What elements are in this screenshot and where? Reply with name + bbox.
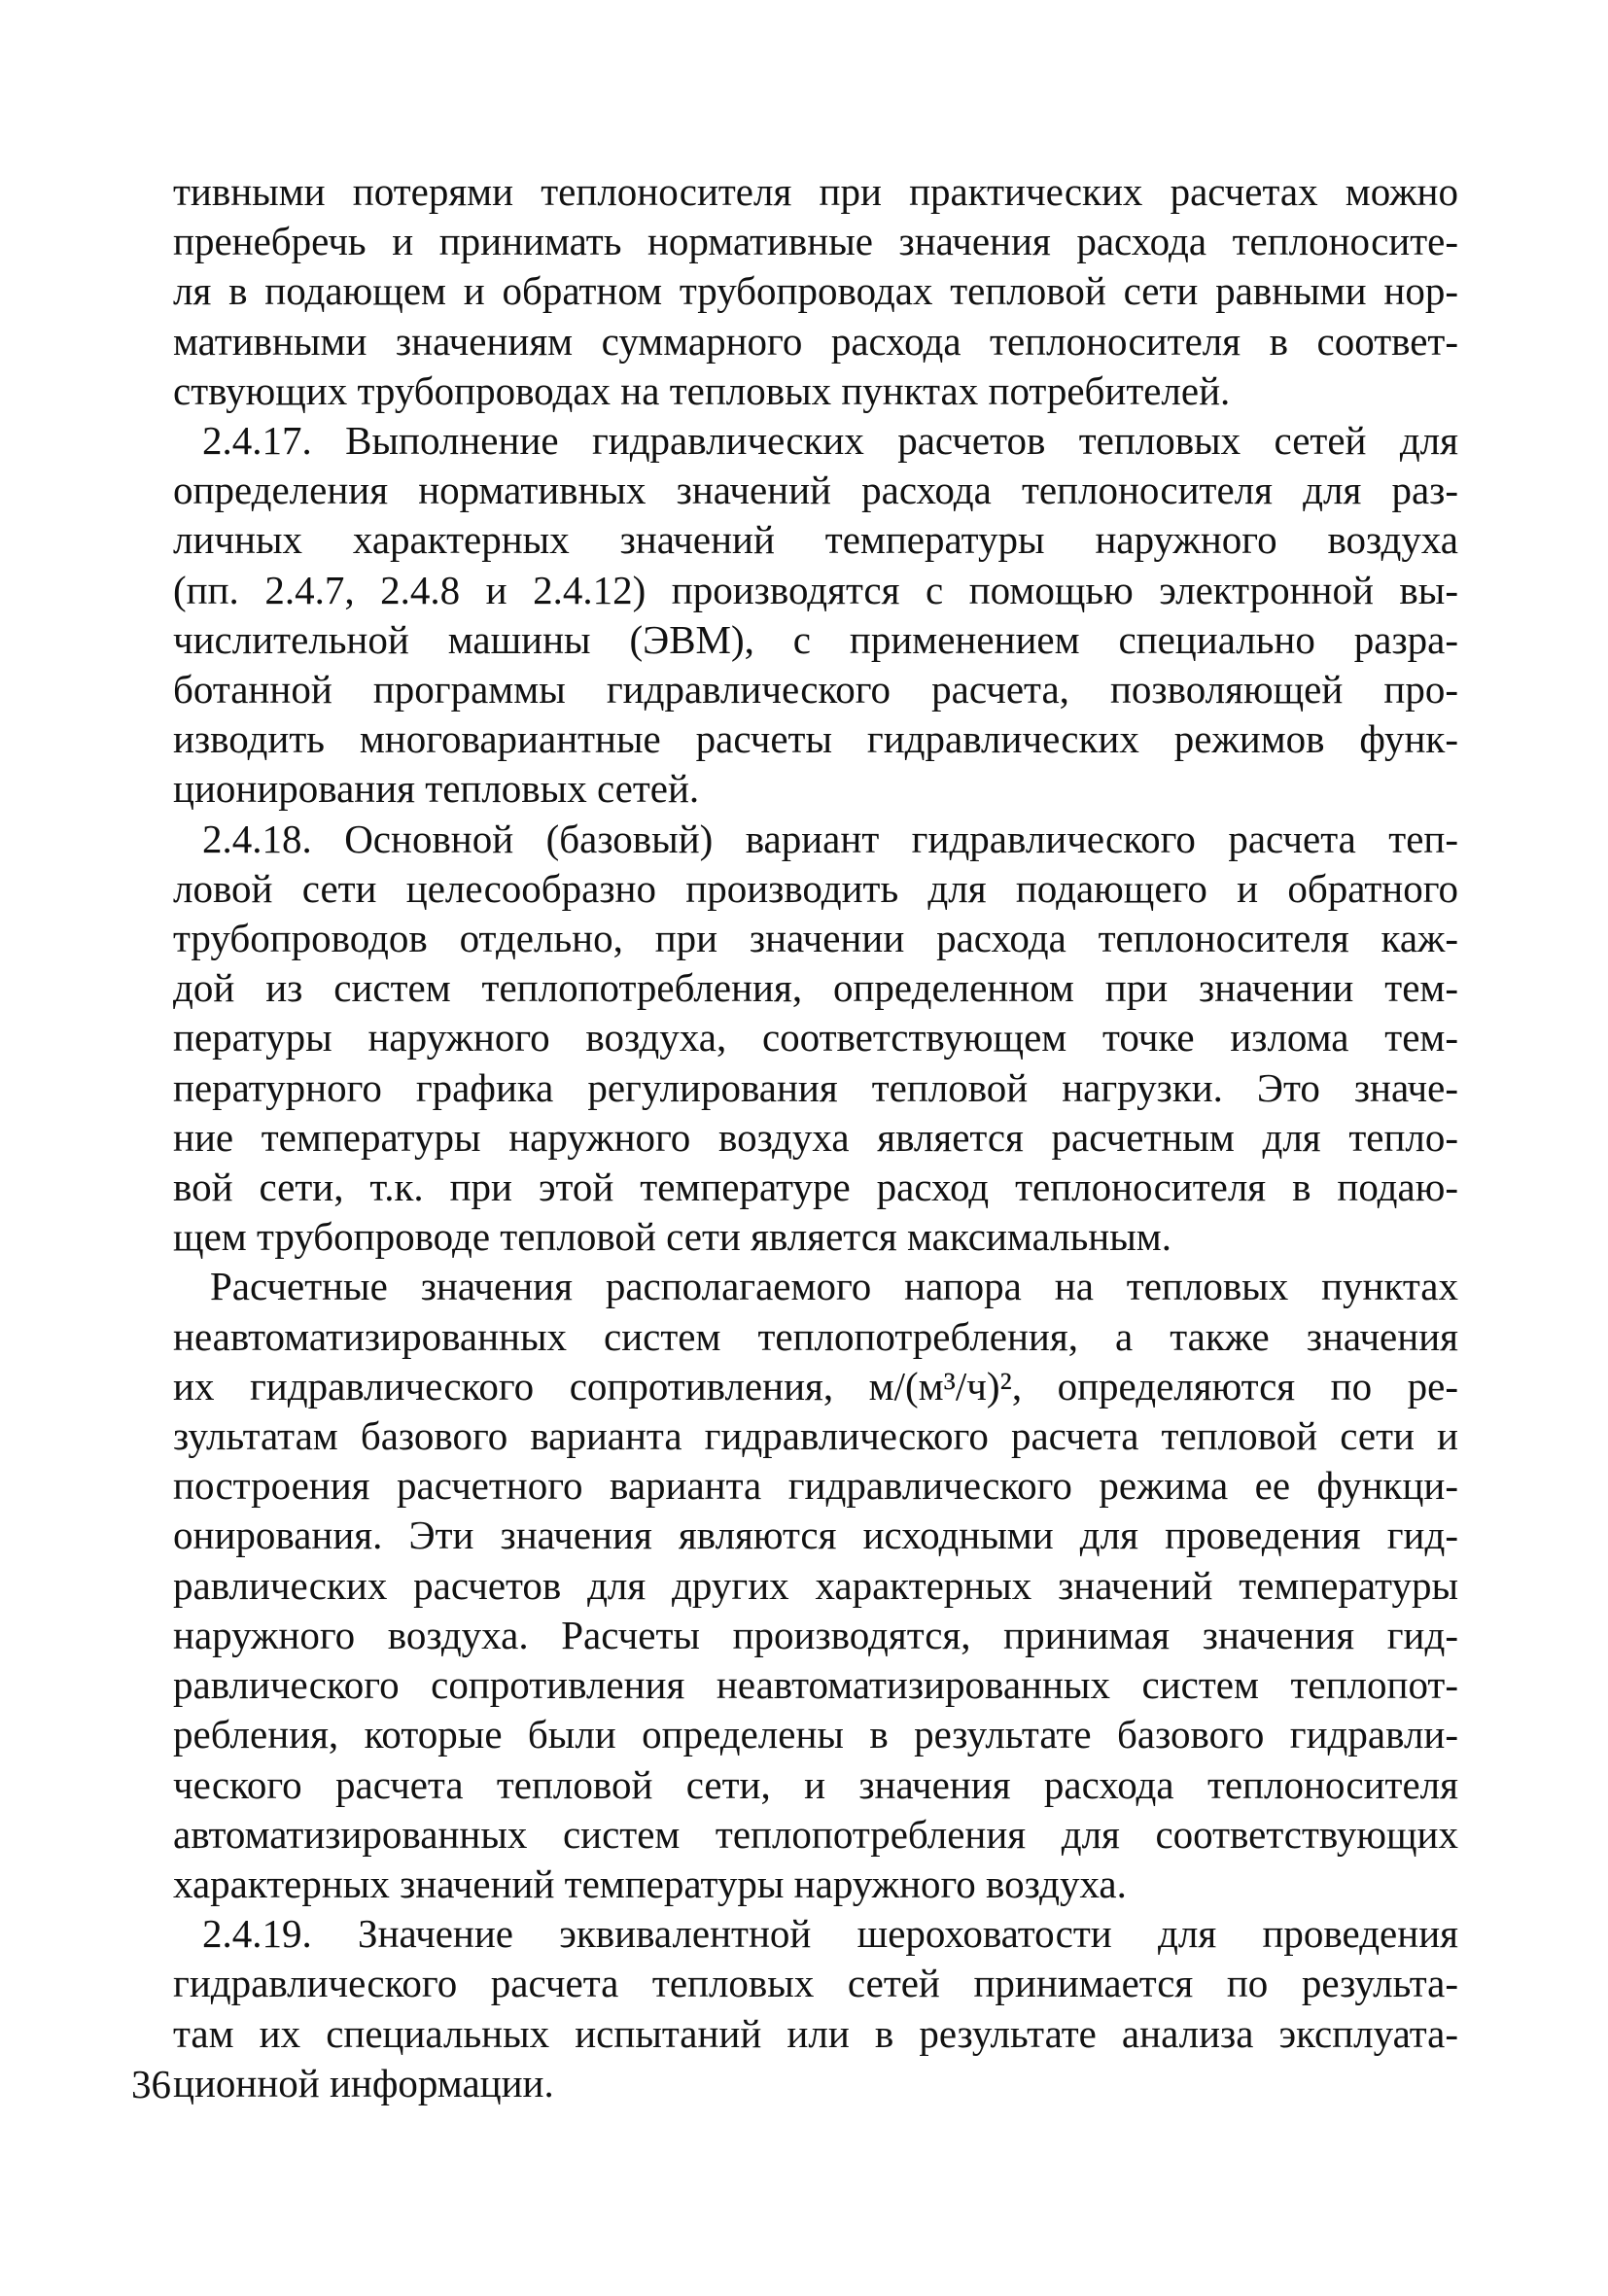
text-line: Расчетные значения располагаемого напора на тепловых пунктах	[210, 1264, 1458, 1309]
text-line: ние температуры наружного воздуха является расчетным для тепло-	[173, 1114, 1458, 1160]
paragraph-2-4-17	[173, 416, 1458, 815]
text-line: ребления, которые были определены в результате базового гидравли-	[173, 1712, 1458, 1757]
text-line: ческого расчета тепловой сети, и значения расхода теплоносителя	[173, 1761, 1458, 1807]
text-line: определения нормативных значений расхода теплоносителя для раз-	[173, 468, 1458, 513]
text-line: пературного графика регулирования тепловой нагрузки. Это значе-	[173, 1064, 1458, 1110]
text-line: автоматизированных систем теплопотребления для соответствующих	[173, 1811, 1458, 1857]
text-line: пературы наружного воздуха, соответствующем точке излома тем-	[173, 1015, 1458, 1061]
text-line: ционной информации.	[173, 2060, 554, 2105]
text-line: ля в подающем и обратном трубопроводах тепловой сети равными нор-	[173, 268, 1458, 314]
text-line: их гидравлического сопротивления, м/(м³/ч)², определяются по ре-	[173, 1363, 1458, 1409]
text-line: характерных значений температуры наружного воздуха.	[173, 1861, 1127, 1906]
text-line: трубопроводов отдельно, при значении расхода теплоносителя каж-	[173, 916, 1458, 961]
text-line: ционирования тепловых сетей.	[173, 766, 700, 812]
text-line: 2.4.17. Выполнение гидравлических расчетов тепловых сетей для	[202, 418, 1458, 464]
paragraph-continuation	[173, 167, 1458, 416]
text-line: равлического сопротивления неавтоматизированных систем теплопот-	[173, 1662, 1458, 1708]
text-line: построения расчетного варианта гидравлического режима ее функци-	[173, 1463, 1458, 1509]
text-line: изводить многовариантные расчеты гидравлических режимов функ-	[173, 716, 1458, 762]
text-line: равлических расчетов для других характерных значений температуры	[173, 1562, 1458, 1608]
text-line: числительной машины (ЭВМ), с применением специально разра-	[173, 616, 1458, 662]
text-line: вой сети, т.к. при этой температуре расход теплоносителя в подаю-	[173, 1165, 1458, 1210]
text-line: мативными значениям суммарного расхода теплоносителя в соответ-	[173, 318, 1458, 364]
text-line: пренебречь и принимать нормативные значения расхода теплоносите-	[173, 219, 1458, 264]
text-line: наружного воздуха. Расчеты производятся, принимая значения гид-	[173, 1612, 1458, 1657]
text-line: зультатам базового варианта гидравлического расчета тепловой сети и	[173, 1413, 1458, 1459]
text-line: там их специальных испытаний или в результате анализа эксплуата-	[173, 2010, 1458, 2056]
text-line: 2.4.18. Основной (базовый) вариант гидравлического расчета теп-	[202, 816, 1458, 861]
text-line: (пп. 2.4.7, 2.4.8 и 2.4.12) производятся с помощью электронной вы-	[173, 567, 1458, 612]
page-number: 36	[131, 2062, 171, 2106]
text-line: ботанной программы гидравлического расчета, позволяющей про-	[173, 667, 1458, 713]
text-line: щем трубопроводе тепловой сети является максимальным.	[173, 1214, 1171, 1260]
text-line: дой из систем теплопотребления, определенном при значении тем-	[173, 965, 1458, 1011]
paragraph-2-4-18	[173, 815, 1458, 1263]
text-line: 2.4.19. Значение эквивалентной шероховатости для проведения	[202, 1911, 1458, 1957]
text-line: ловой сети целесообразно производить для подающего и обратного	[173, 865, 1458, 911]
text-line: гидравлического расчета тепловых сетей принимается по результа-	[173, 1961, 1458, 2006]
paragraph-2-4-19	[173, 1909, 1458, 2108]
text-line: онирования. Эти значения являются исходными для проведения гид-	[173, 1513, 1458, 1558]
text-line: тивными потерями теплоносителя при практических расчетах можно	[173, 169, 1458, 214]
text-line: личных характерных значений температуры наружного воздуха	[173, 517, 1458, 563]
text-line: неавтоматизированных систем теплопотребления, а также значения	[173, 1313, 1458, 1359]
page-body-text	[173, 167, 1458, 2108]
text-line: ствующих трубопроводах на тепловых пунктах потребителей.	[173, 367, 1231, 413]
paragraph-calculated-values	[173, 1262, 1458, 1909]
